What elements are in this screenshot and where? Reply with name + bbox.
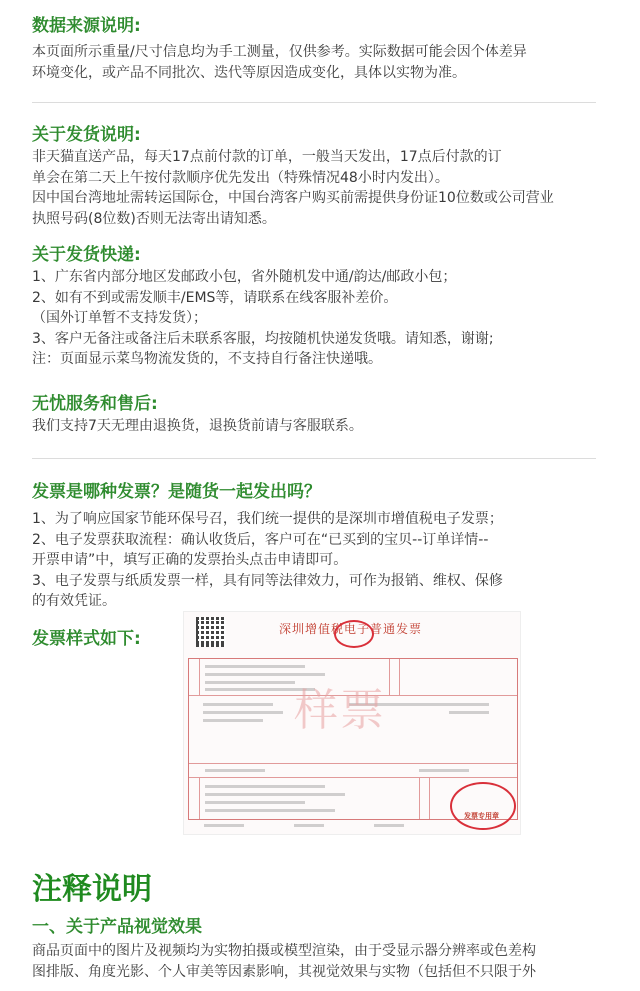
notes-subtitle: 一、关于产品视觉效果 bbox=[32, 917, 202, 937]
shipping-section bbox=[32, 123, 614, 229]
divider bbox=[32, 102, 596, 103]
courier-line: （国外订单暂不支持发货）； bbox=[32, 310, 207, 326]
invoice-title: 发票是哪种发票？是随货一起发出吗？ bbox=[32, 482, 321, 502]
invoice-line: 1、为了响应国家节能环保号召，我们统一提供的是深圳市增值税电子发票； bbox=[32, 511, 503, 527]
invoice-sample-header: 深圳增值税电子普通发票 bbox=[279, 622, 423, 636]
invoice-line: 的有效凭证。 bbox=[32, 593, 116, 609]
top-seal bbox=[334, 620, 374, 648]
invoice-seal bbox=[450, 782, 516, 830]
courier-line: 2、如有不到或需发顺丰/EMS等，请联系在线客服补差价。 bbox=[32, 289, 398, 306]
notes-line: 图排版、角度光影、个人审美等因素影响，其视觉效果与实物（包括但不只限于外 bbox=[32, 963, 536, 980]
notes-line: 商品页面中的图片及视频均为实物拍摄或模型渲染，由于受显示器分辨率或色差构 bbox=[32, 943, 536, 959]
invoice-line: 2、电子发票获取流程：确认收货后，客户可在“已买到的宝贝--订单详情-- bbox=[32, 531, 489, 548]
courier-line: 1、广东省内部分地区发邮政小包，省外随机发中通/韵达/邮政小包； bbox=[32, 269, 457, 285]
invoice-line: 开票申请”中，填写正确的发票抬头点击申请即可。 bbox=[32, 552, 348, 568]
courier-line: 3、客户无备注或备注后未联系客服，均按随机快递发货哦。请知悉，谢谢; bbox=[32, 330, 494, 347]
courier-title: 关于发货快递: bbox=[32, 245, 141, 265]
invoice-line: 3、电子发票与纸质发票一样，具有同等法律效力，可作为报销、维权、保修 bbox=[32, 572, 503, 589]
data-source-line: 环境变化，或产品不同批次、迭代等原因造成变化，具体以实物为准。 bbox=[32, 64, 466, 81]
seal-text: 发票专用章 bbox=[464, 812, 499, 820]
shipping-line: 执照号码(8位数)否则无法寄出请知悉。 bbox=[32, 210, 276, 227]
after-sales-line: 我们支持7天无理由退换货，退换货前请与客服联系。 bbox=[32, 418, 363, 434]
courier-line: 注：页面显示菜鸟物流发货的，不支持自行备注快递哦。 bbox=[32, 351, 382, 367]
notes-title: 注释说明 bbox=[32, 872, 152, 907]
shipping-line: 非天猫直送产品，每天17点前付款的订单，一般当天发出，17点后付款的订 bbox=[32, 149, 502, 165]
invoice-section bbox=[32, 480, 614, 612]
shipping-title: 关于发货说明: bbox=[32, 125, 141, 145]
invoice-sample-label: 发票样式如下: bbox=[32, 629, 141, 649]
after-sales-title: 无忧服务和售后: bbox=[32, 394, 158, 414]
after-sales-section bbox=[32, 392, 614, 437]
courier-section bbox=[32, 243, 614, 370]
invoice-sample-image bbox=[183, 611, 521, 835]
notes-section bbox=[32, 872, 614, 982]
shipping-line: 单会在第二天上午按付款顺序优先发出（特殊情况48小时内发出）。 bbox=[32, 169, 449, 186]
divider bbox=[32, 458, 596, 459]
data-source-line: 本页面所示重量/尺寸信息均为手工测量，仅供参考。实际数据可能会因个体差异 bbox=[32, 44, 527, 60]
sample-watermark: 样票 bbox=[294, 685, 386, 736]
data-source-title: 数据来源说明: bbox=[32, 16, 141, 36]
shipping-line: 因中国台湾地址需转运国际仓，中国台湾客户购买前需提供身份证10位数或公司营业 bbox=[32, 190, 554, 206]
data-source-section bbox=[32, 14, 614, 83]
